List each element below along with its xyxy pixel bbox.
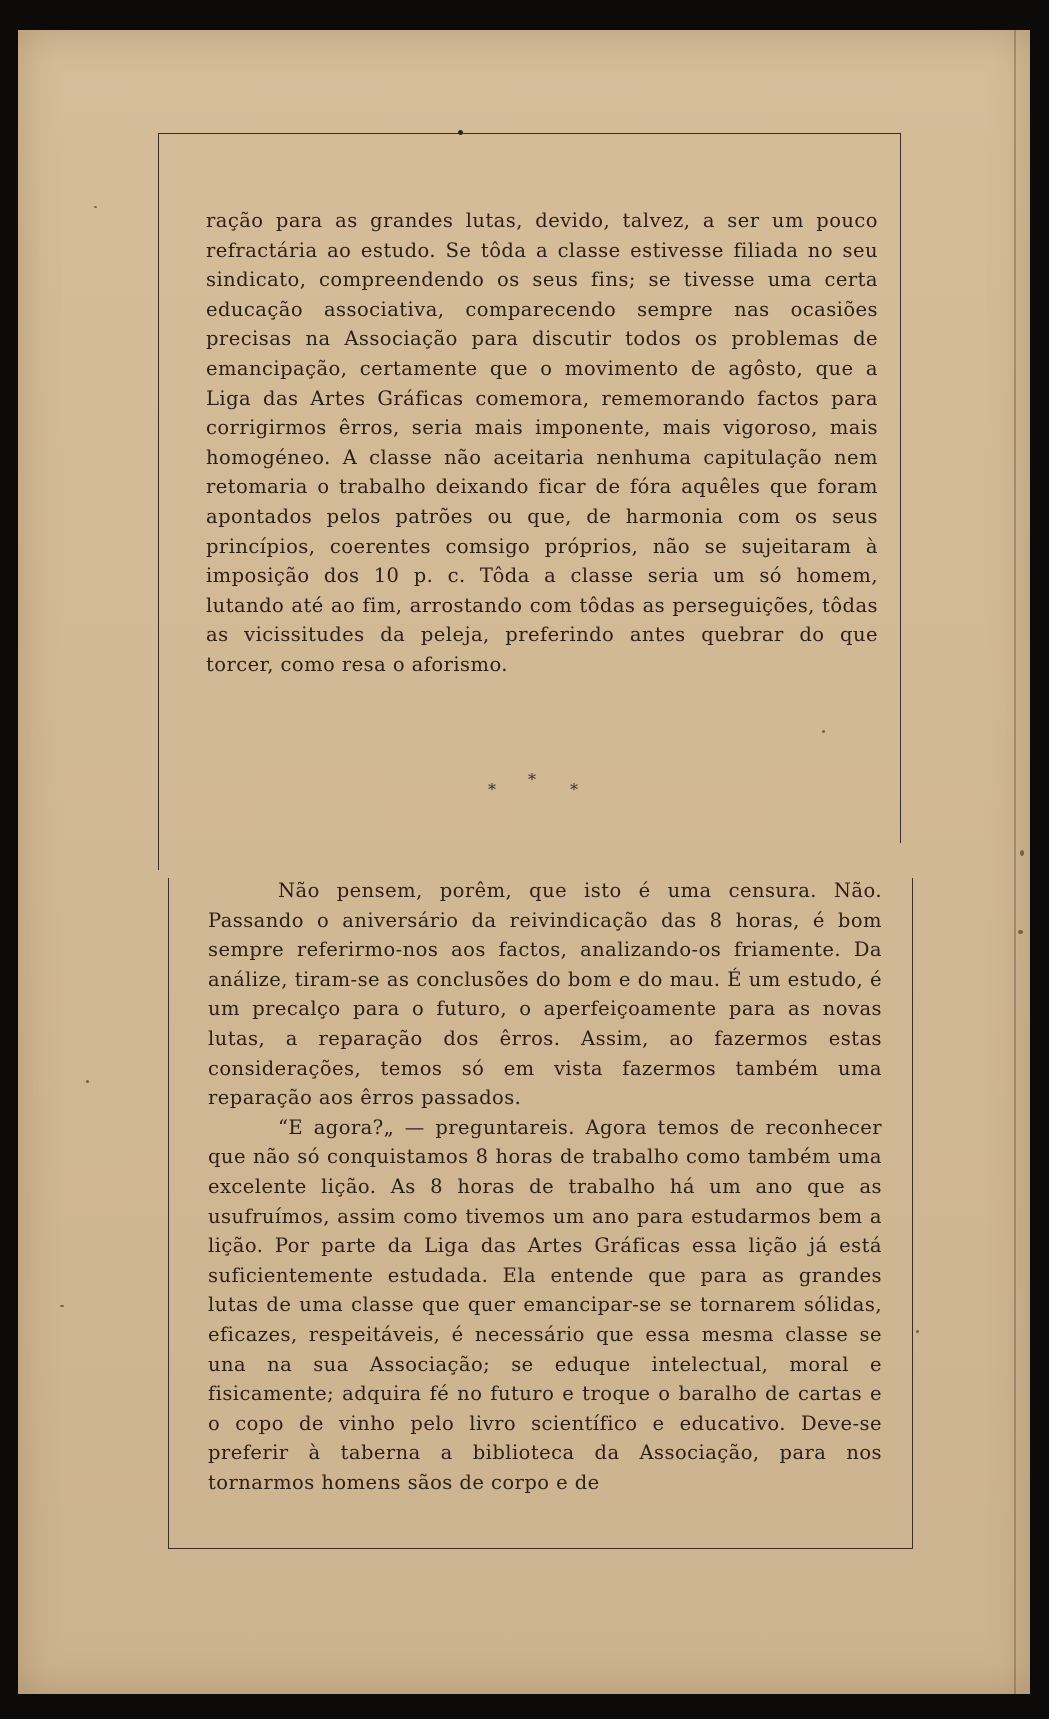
upper-text-block bbox=[206, 206, 878, 680]
asterism-right: * bbox=[570, 780, 578, 799]
frame-right-rule-lower bbox=[912, 878, 913, 1548]
lower-paragraph-2: “E agora?„ — preguntareis. Agora temos de reconhecer que não só conquistamos 8 horas de trabalho como também uma excelente lição. As 8 horas de trabalho há um ano que as usufruímos, assim como tivemos um ano para estudarmos bem a lição. Por parte da Liga das Artes Gráficas essa lição já está suficientemente estudada. Ela entende que para as grandes lutas de uma classe que quer emancipar-se se tornarem sólidas, eficazes, respeitáveis, é necessário que essa mesma classe se una na sua Associação; se eduque intelectual, moral e fisicamente; adquira fé no futuro e troque o baralho de cartas e o copo de vinho pelo livro scientífico e educativo. Deve-se preferir à taberna a biblioteca da Associação, para nos tornarmos homens sãos de corpo e de bbox=[208, 1115, 882, 1494]
scanned-page bbox=[18, 30, 1030, 1694]
paper-speck bbox=[1020, 850, 1024, 856]
paper-speck bbox=[94, 206, 97, 208]
frame-left-rule-upper bbox=[158, 133, 159, 870]
paper-speck bbox=[916, 1330, 919, 1333]
lower-paragraph-1: Não pensem, porêm, que isto é uma censura. Não. Passando o aniversário da reivindicação das 8 horas, é bom sempre referirmo-nos aos factos, analizando-os friamente. Da análize, tiram-se as conclusões do bom e do mau. É um estudo, é um precalço para o futuro, o aperfeiçoamente para as novas lutas, a reparação dos êrros. Assim, ao fazermos estas considerações, temos só em vista fazermos também uma reparação aos êrros passados. bbox=[208, 879, 882, 1110]
frame-top-rule bbox=[158, 133, 900, 134]
lower-text-block bbox=[208, 876, 882, 1497]
upper-paragraph: ração para as grandes lutas, devido, talvez, a ser um pouco refractária ao estudo. Se tôda a classe estivesse filiada no seu sindicato, compreendendo os seus fins; se tivesse uma certa educação associativa, comparecendo sempre nas ocasiões precisas na Associação para discutir todos os problemas de emancipação, certamente que o movimento de agôsto, que a Liga das Artes Gráficas comemora, rememorando factos para corrigirmos êrros, seria mais imponente, mais vigoroso, mais homogéneo. A classe não aceitaria nenhuma capitulação nem retomaria o trabalho deixando ficar de fóra aquêles que foram apontados pelos patrões ou que, de harmonia com os seus princípios, coerentes comsigo próprios, não se sujeitaram à imposição dos 10 p. c. Tôda a classe seria um só homem, lutando até ao fim, arrostando com tôdas as perseguições, tôdas as vicissitudes da peleja, preferindo antes quebrar do que torcer, como resa o aforismo. bbox=[206, 209, 878, 676]
paper-speck bbox=[60, 1305, 64, 1307]
asterism-middle: * bbox=[528, 770, 536, 789]
frame-left-rule-lower bbox=[168, 878, 169, 1548]
section-separator-asterisms bbox=[488, 770, 608, 810]
paper-speck bbox=[86, 1080, 89, 1083]
frame-ornament-dot bbox=[458, 130, 463, 135]
frame-right-rule-upper bbox=[900, 133, 901, 843]
paper-speck bbox=[1018, 930, 1023, 934]
paper-speck bbox=[822, 730, 825, 733]
frame-bottom-rule bbox=[168, 1548, 913, 1549]
asterism-left: * bbox=[488, 780, 496, 799]
